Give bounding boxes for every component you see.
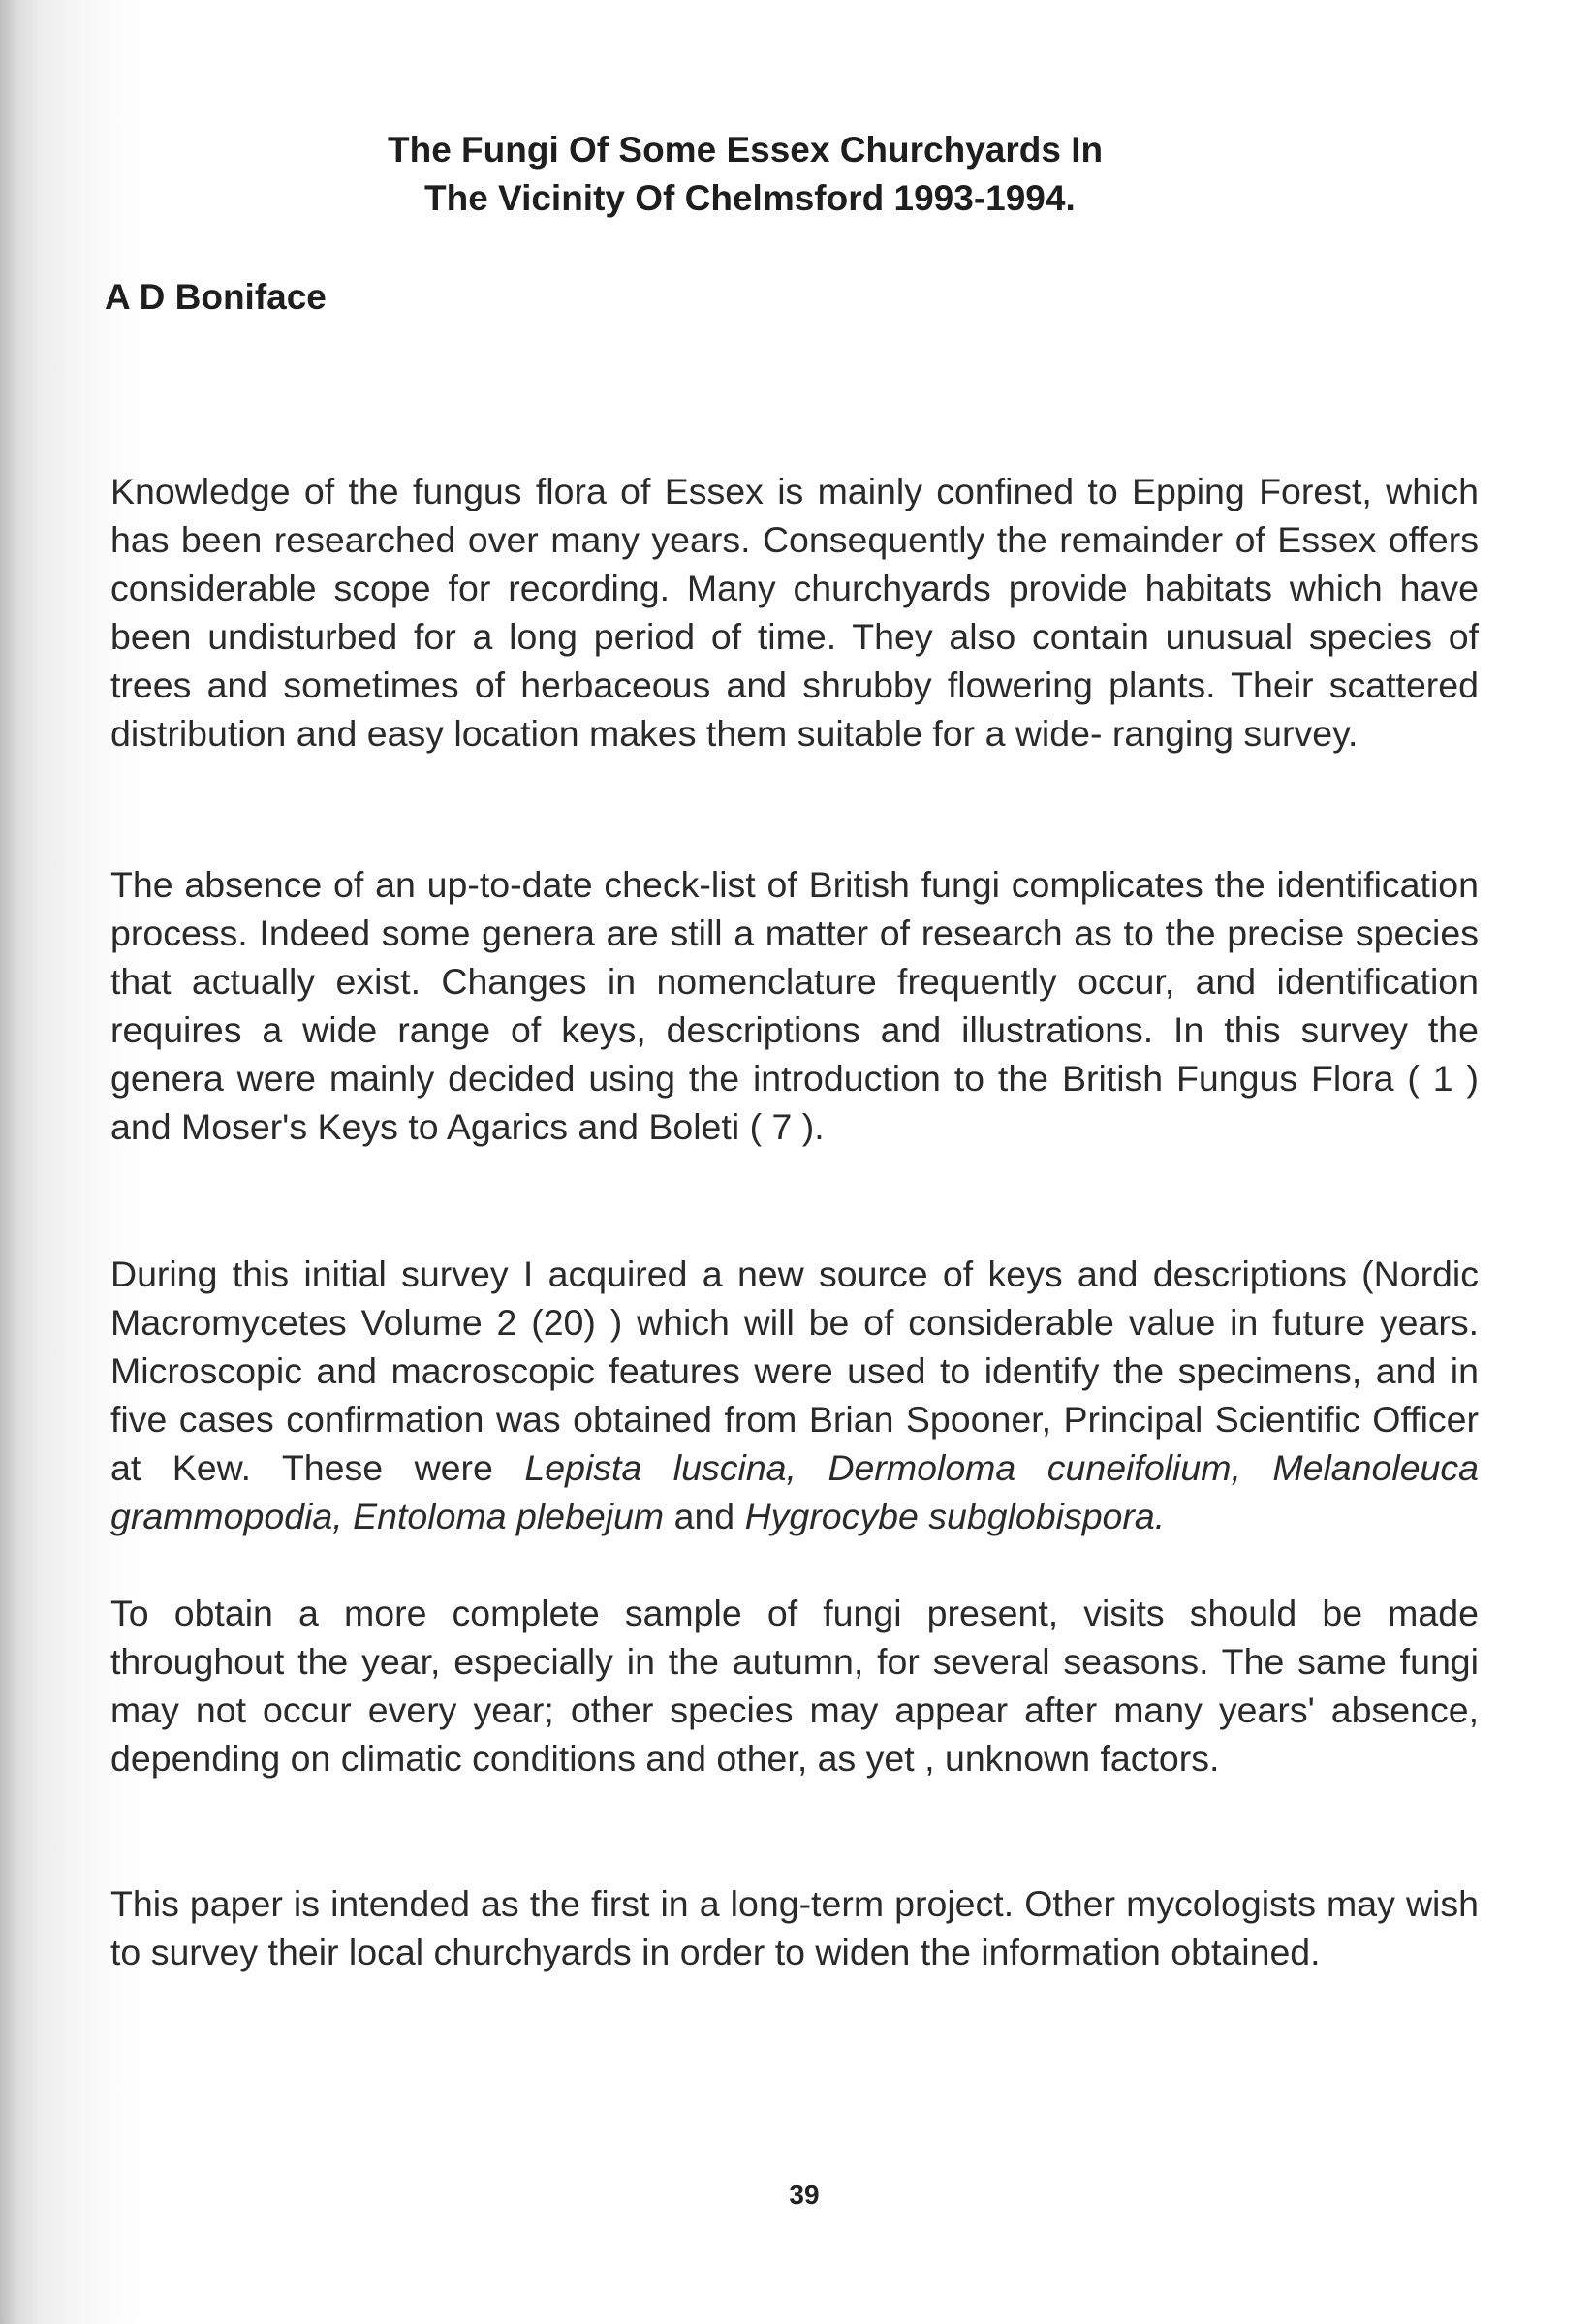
paragraph-survey-text: During this initial survey I acquired a new source of keys and descriptions (Nordic Macromycetes Volume 2 (20) ) which will be of considerable value in future years. Microscopic and macroscopic features were used to identify the specimens, and in five cases confirmation was obtained from Brian Spooner, Principal Scientific Officer at Kew. These were [110, 1254, 1479, 1488]
species-name: Entoloma plebejum [353, 1496, 665, 1536]
author-name: A D Boniface [105, 277, 327, 317]
paragraph-identification: The absence of an up-to-date check-list of British fungi complicates the identification process. Indeed some genera are still a matter of research as to the precise species that actually exist. Changes in nomenclature frequently occur, and identification requires a wide range of keys, descriptions and illustrations. In this survey the genera were mainly decided using the introduction to the British Fungus Flora ( 1 ) and Moser's Keys to Agarics and Boleti ( 7 ). [110, 864, 1479, 1147]
species-name: Lepista luscina, [524, 1447, 796, 1488]
species-name: Melanoleuca grammopodia, [110, 1447, 1480, 1536]
paragraph-conclusion: This paper is intended as the first in a long-term project. Other mycologists may wish to survey their local churchyards in order to widen the information obtained. [110, 1883, 1479, 1972]
species-name: Dermoloma cuneifolium, [828, 1447, 1241, 1488]
title-line-1: The Fungi Of Some Essex Churchyards In [388, 130, 1104, 170]
conjunction: and [673, 1496, 735, 1536]
paragraph-intro: Knowledge of the fungus flora of Essex is mainly confined to Epping Forest, which has been researched over many years. Consequently the remainder of Essex offers considerable scope for recording. Many churchyards provide habitats which have been undisturbed for a long period of time. They also contain unusual species of trees and sometimes of herbaceous and shrubby flowering plants. Their scattered distribution and easy location makes them suitable for a wide- ranging survey. [110, 471, 1479, 754]
paragraph-survey [110, 1250, 1479, 1540]
page-number: 39 [789, 2180, 820, 2210]
title-line-2: The Vicinity Of Chelmsford 1993-1994. [424, 178, 1076, 218]
species-name: Hygrocybe subglobispora. [744, 1496, 1166, 1536]
article-title [388, 126, 1260, 223]
paragraph-sampling: To obtain a more complete sample of fungi present, visits should be made throughout the year, especially in the autumn, for several seasons. The same fungi may not occur every year; other species may appear after many years' absence, depending on climatic conditions and other, as yet , unknown factors. [110, 1593, 1479, 1779]
